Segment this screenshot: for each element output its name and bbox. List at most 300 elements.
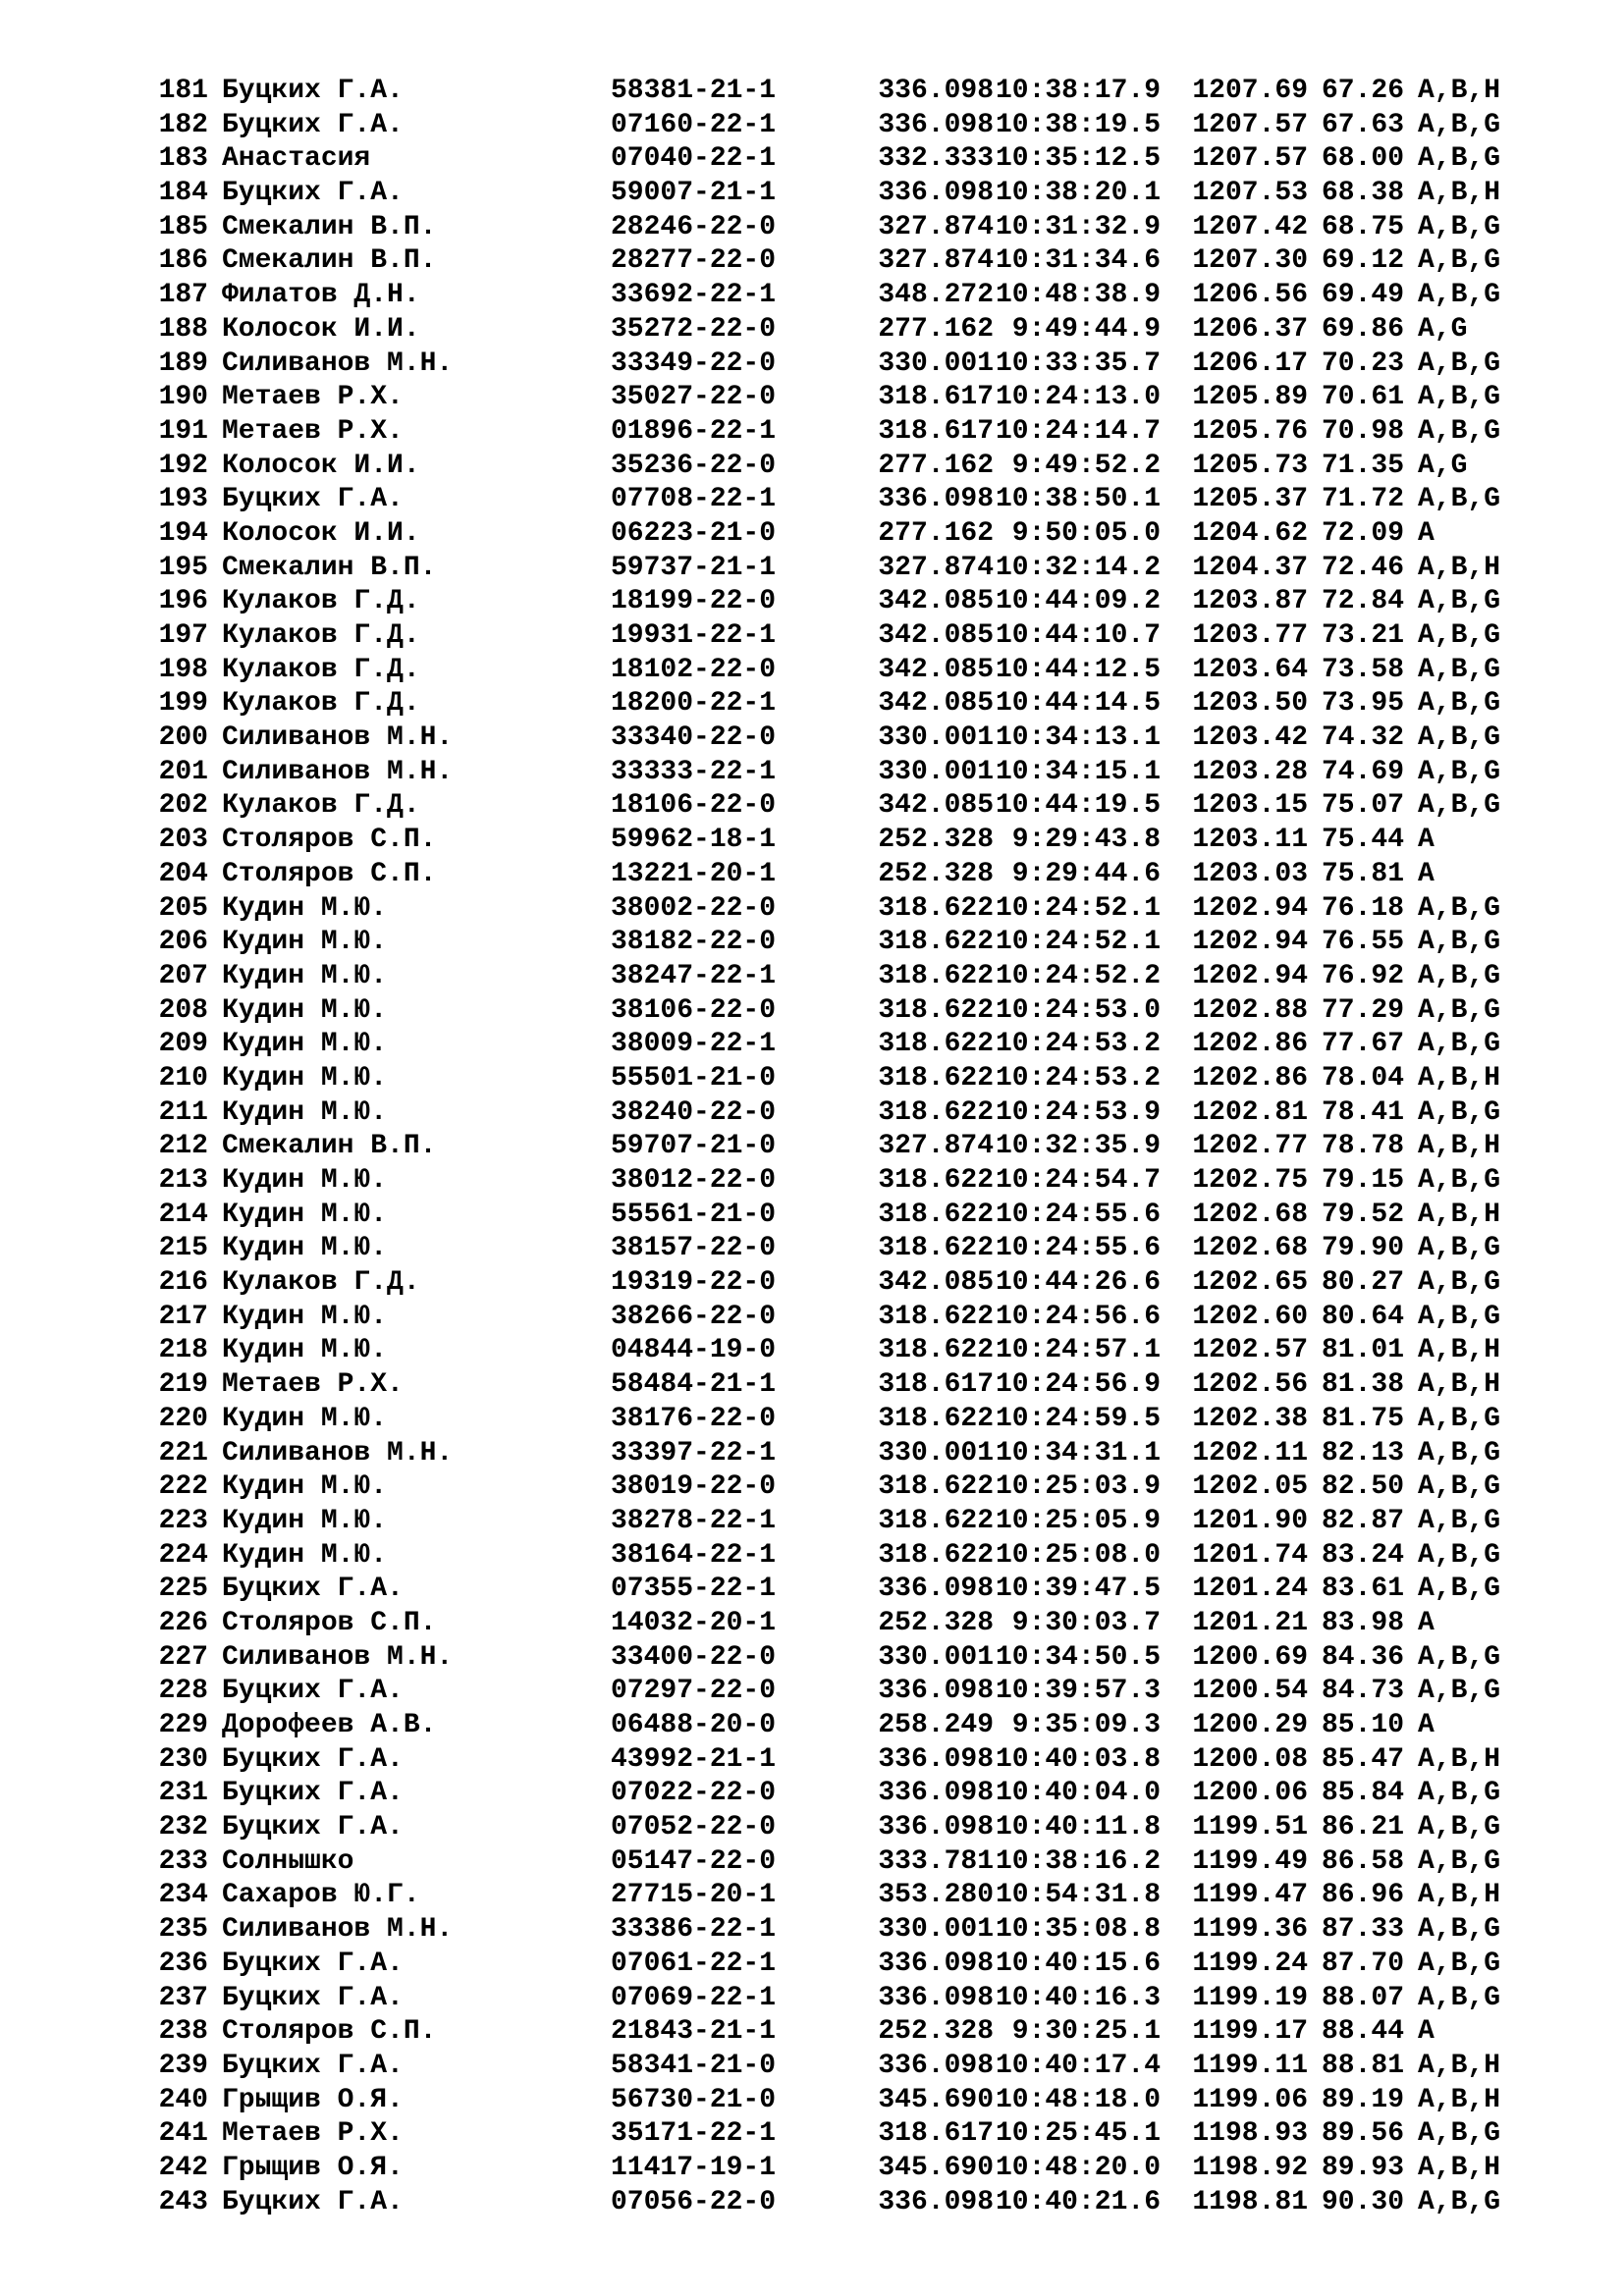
speed: 1201.74 bbox=[1192, 1539, 1308, 1571]
place: 194 bbox=[158, 517, 208, 549]
distance: 277.162 bbox=[878, 450, 994, 481]
coefficient: 90.30 bbox=[1321, 2186, 1404, 2217]
place: 184 bbox=[158, 178, 208, 209]
coefficient: 85.47 bbox=[1321, 1743, 1404, 1775]
coefficient: 67.26 bbox=[1321, 76, 1404, 106]
place: 201 bbox=[158, 756, 208, 787]
result-row bbox=[143, 1437, 1500, 1471]
arrival-time: 10:44:14.5 bbox=[995, 688, 1161, 720]
ring-number: 33692-22-1 bbox=[611, 280, 777, 311]
place: 190 bbox=[158, 382, 208, 413]
coefficient: 70.98 bbox=[1321, 415, 1404, 447]
coefficient: 83.24 bbox=[1321, 1539, 1404, 1571]
fancier-name: Буцких Г.А. bbox=[222, 2186, 404, 2217]
coefficient: 87.70 bbox=[1321, 1948, 1404, 1979]
arrival-time: 10:25:08.0 bbox=[995, 1539, 1161, 1571]
place: 205 bbox=[158, 892, 208, 924]
speed: 1203.50 bbox=[1192, 688, 1308, 720]
distance: 342.085 bbox=[878, 1267, 994, 1299]
fancier-name: Буцких Г.А. bbox=[222, 1812, 404, 1843]
place: 236 bbox=[158, 1948, 208, 1979]
fancier-name: Столяров С.П. bbox=[222, 2016, 437, 2048]
fancier-name: Буцких Г.А. bbox=[222, 1982, 404, 2013]
ring-number: 38278-22-1 bbox=[611, 1505, 777, 1536]
arrival-time: 10:34:15.1 bbox=[995, 756, 1161, 787]
fancier-name: Столяров С.П. bbox=[222, 1607, 437, 1638]
fancier-name: Силиванов М.Н. bbox=[222, 347, 454, 379]
distance: 318.617 bbox=[878, 2118, 994, 2150]
arrival-time: 10:48:38.9 bbox=[995, 280, 1161, 311]
coefficient: 88.81 bbox=[1321, 2050, 1404, 2081]
place: 187 bbox=[158, 280, 208, 311]
fancier-name: Кудин М.Ю. bbox=[222, 1165, 388, 1196]
coefficient: 73.95 bbox=[1321, 688, 1404, 720]
distance: 252.328 bbox=[878, 2016, 994, 2048]
fancier-name: Буцких Г.А. bbox=[222, 178, 404, 209]
arrival-time: 10:24:13.0 bbox=[995, 382, 1161, 413]
speed: 1203.87 bbox=[1192, 586, 1308, 617]
result-row bbox=[143, 244, 1500, 279]
ring-number: 38019-22-0 bbox=[611, 1471, 777, 1503]
speed: 1201.90 bbox=[1192, 1505, 1308, 1536]
distance: 318.622 bbox=[878, 1062, 994, 1094]
classes: A,B,G bbox=[1418, 1914, 1501, 1946]
place: 213 bbox=[158, 1165, 208, 1196]
fancier-name: Силиванов М.Н. bbox=[222, 1437, 454, 1468]
place: 234 bbox=[158, 1880, 208, 1911]
fancier-name: Буцких Г.А. bbox=[222, 109, 404, 140]
result-row bbox=[143, 1232, 1500, 1266]
arrival-time: 10:25:45.1 bbox=[995, 2118, 1161, 2150]
arrival-time: 10:32:35.9 bbox=[995, 1131, 1161, 1162]
result-row bbox=[143, 1062, 1500, 1096]
arrival-time: 9:30:25.1 bbox=[1011, 2016, 1161, 2048]
arrival-time: 10:38:16.2 bbox=[995, 1845, 1161, 1877]
ring-number: 33400-22-0 bbox=[611, 1641, 777, 1673]
coefficient: 69.12 bbox=[1321, 245, 1404, 277]
place: 202 bbox=[158, 790, 208, 822]
ring-number: 13221-20-1 bbox=[611, 858, 777, 889]
coefficient: 89.19 bbox=[1321, 2084, 1404, 2115]
distance: 336.098 bbox=[878, 2186, 994, 2217]
result-row bbox=[143, 1845, 1500, 1880]
fancier-name: Буцких Г.А. bbox=[222, 1676, 404, 1707]
speed: 1202.38 bbox=[1192, 1403, 1308, 1434]
classes: A,B,G bbox=[1418, 620, 1501, 651]
ring-number: 58341-21-0 bbox=[611, 2050, 777, 2081]
classes: A,G bbox=[1418, 313, 1468, 345]
place: 216 bbox=[158, 1267, 208, 1299]
fancier-name: Смекалин В.П. bbox=[222, 211, 437, 242]
place: 231 bbox=[158, 1778, 208, 1809]
fancier-name: Кудин М.Ю. bbox=[222, 1301, 388, 1332]
distance: 342.085 bbox=[878, 654, 994, 685]
speed: 1203.77 bbox=[1192, 620, 1308, 651]
speed: 1200.06 bbox=[1192, 1778, 1308, 1809]
coefficient: 69.49 bbox=[1321, 280, 1404, 311]
result-row bbox=[143, 1096, 1500, 1131]
place: 222 bbox=[158, 1471, 208, 1503]
arrival-time: 10:24:56.9 bbox=[995, 1369, 1161, 1401]
coefficient: 78.41 bbox=[1321, 1096, 1404, 1128]
speed: 1202.57 bbox=[1192, 1335, 1308, 1366]
results-list bbox=[143, 75, 1500, 2219]
place: 196 bbox=[158, 586, 208, 617]
fancier-name: Солнышко bbox=[222, 1845, 354, 1877]
fancier-name: Буцких Г.А. bbox=[222, 1574, 404, 1605]
place: 224 bbox=[158, 1539, 208, 1571]
fancier-name: Кудин М.Ю. bbox=[222, 1096, 388, 1128]
place: 221 bbox=[158, 1437, 208, 1468]
fancier-name: Смекалин В.П. bbox=[222, 552, 437, 583]
fancier-name: Колосок И.И. bbox=[222, 313, 420, 345]
distance: 327.874 bbox=[878, 211, 994, 242]
classes: A,B,H bbox=[1418, 1880, 1501, 1911]
arrival-time: 10:54:31.8 bbox=[995, 1880, 1161, 1911]
classes: A,B,H bbox=[1418, 76, 1501, 106]
speed: 1202.88 bbox=[1192, 994, 1308, 1026]
place: 206 bbox=[158, 927, 208, 958]
coefficient: 78.04 bbox=[1321, 1062, 1404, 1094]
ring-number: 07708-22-1 bbox=[611, 484, 777, 515]
ring-number: 38106-22-0 bbox=[611, 994, 777, 1026]
distance: 318.622 bbox=[878, 927, 994, 958]
place: 230 bbox=[158, 1743, 208, 1775]
speed: 1206.56 bbox=[1192, 280, 1308, 311]
place: 238 bbox=[158, 2016, 208, 2048]
fancier-name: Кулаков Г.Д. bbox=[222, 654, 420, 685]
classes: A,B,H bbox=[1418, 2084, 1501, 2115]
distance: 332.333 bbox=[878, 143, 994, 175]
arrival-time: 10:25:05.9 bbox=[995, 1505, 1161, 1536]
coefficient: 72.84 bbox=[1321, 586, 1404, 617]
arrival-time: 10:44:10.7 bbox=[995, 620, 1161, 651]
coefficient: 75.07 bbox=[1321, 790, 1404, 822]
distance: 252.328 bbox=[878, 858, 994, 889]
distance: 342.085 bbox=[878, 790, 994, 822]
speed: 1201.21 bbox=[1192, 1607, 1308, 1638]
result-row bbox=[143, 142, 1500, 177]
result-row bbox=[143, 2152, 1500, 2186]
ring-number: 59007-21-1 bbox=[611, 178, 777, 209]
coefficient: 70.61 bbox=[1321, 382, 1404, 413]
arrival-time: 10:38:19.5 bbox=[995, 109, 1161, 140]
ring-number: 38164-22-1 bbox=[611, 1539, 777, 1571]
speed: 1202.68 bbox=[1192, 1199, 1308, 1230]
classes: A,B,G bbox=[1418, 1471, 1501, 1503]
speed: 1205.76 bbox=[1192, 415, 1308, 447]
result-row bbox=[143, 2050, 1500, 2084]
fancier-name: Грыщив О.Я. bbox=[222, 2084, 404, 2115]
coefficient: 70.23 bbox=[1321, 347, 1404, 379]
speed: 1199.51 bbox=[1192, 1812, 1308, 1843]
fancier-name: Кудин М.Ю. bbox=[222, 1539, 388, 1571]
speed: 1202.94 bbox=[1192, 927, 1308, 958]
place: 235 bbox=[158, 1914, 208, 1946]
distance: 318.622 bbox=[878, 1403, 994, 1434]
distance: 318.622 bbox=[878, 1471, 994, 1503]
coefficient: 72.46 bbox=[1321, 552, 1404, 583]
result-row bbox=[143, 1743, 1500, 1778]
speed: 1205.73 bbox=[1192, 450, 1308, 481]
classes: A,B,G bbox=[1418, 756, 1501, 787]
coefficient: 77.29 bbox=[1321, 994, 1404, 1026]
distance: 345.690 bbox=[878, 2152, 994, 2183]
coefficient: 88.44 bbox=[1321, 2016, 1404, 2048]
classes: A,B,G bbox=[1418, 1301, 1501, 1332]
coefficient: 79.52 bbox=[1321, 1199, 1404, 1230]
result-row bbox=[143, 552, 1500, 586]
fancier-name: Столяров С.П. bbox=[222, 858, 437, 889]
classes: A bbox=[1418, 825, 1435, 856]
arrival-time: 10:24:55.6 bbox=[995, 1233, 1161, 1264]
fancier-name: Силиванов М.Н. bbox=[222, 1641, 454, 1673]
arrival-time: 10:38:50.1 bbox=[995, 484, 1161, 515]
arrival-time: 10:48:18.0 bbox=[995, 2084, 1161, 2115]
place: 188 bbox=[158, 313, 208, 345]
speed: 1204.62 bbox=[1192, 517, 1308, 549]
distance: 353.280 bbox=[878, 1880, 994, 1911]
arrival-time: 10:39:57.3 bbox=[995, 1676, 1161, 1707]
fancier-name: Анастасия bbox=[222, 143, 371, 175]
arrival-time: 10:44:09.2 bbox=[995, 586, 1161, 617]
ring-number: 06223-21-0 bbox=[611, 517, 777, 549]
ring-number: 11417-19-1 bbox=[611, 2152, 777, 2183]
arrival-time: 10:24:53.2 bbox=[995, 1062, 1161, 1094]
place: 208 bbox=[158, 994, 208, 1026]
classes: A,B,G bbox=[1418, 927, 1501, 958]
arrival-time: 10:40:17.4 bbox=[995, 2050, 1161, 2081]
arrival-time: 10:24:53.9 bbox=[995, 1096, 1161, 1128]
place: 199 bbox=[158, 688, 208, 720]
coefficient: 71.72 bbox=[1321, 484, 1404, 515]
result-row bbox=[143, 1130, 1500, 1164]
distance: 327.874 bbox=[878, 552, 994, 583]
place: 242 bbox=[158, 2152, 208, 2183]
coefficient: 67.63 bbox=[1321, 109, 1404, 140]
ring-number: 21843-21-1 bbox=[611, 2016, 777, 2048]
arrival-time: 10:34:13.1 bbox=[995, 722, 1161, 754]
arrival-time: 10:24:59.5 bbox=[995, 1403, 1161, 1434]
result-row bbox=[143, 1675, 1500, 1709]
arrival-time: 9:29:44.6 bbox=[1011, 858, 1161, 889]
result-row bbox=[143, 1505, 1500, 1539]
distance: 336.098 bbox=[878, 1778, 994, 1809]
distance: 330.001 bbox=[878, 1641, 994, 1673]
classes: A,B,H bbox=[1418, 1199, 1501, 1230]
ring-number: 33349-22-0 bbox=[611, 347, 777, 379]
fancier-name: Кудин М.Ю. bbox=[222, 1233, 388, 1264]
coefficient: 81.38 bbox=[1321, 1369, 1404, 1401]
ring-number: 07069-22-1 bbox=[611, 1982, 777, 2013]
ring-number: 01896-22-1 bbox=[611, 415, 777, 447]
place: 197 bbox=[158, 620, 208, 651]
fancier-name: Кулаков Г.Д. bbox=[222, 586, 420, 617]
result-row bbox=[143, 1948, 1500, 1982]
arrival-time: 10:40:15.6 bbox=[995, 1948, 1161, 1979]
fancier-name: Кудин М.Ю. bbox=[222, 960, 388, 991]
distance: 342.085 bbox=[878, 620, 994, 651]
coefficient: 71.35 bbox=[1321, 450, 1404, 481]
arrival-time: 10:31:34.6 bbox=[995, 245, 1161, 277]
ring-number: 27715-20-1 bbox=[611, 1880, 777, 1911]
result-row bbox=[143, 756, 1500, 790]
distance: 327.874 bbox=[878, 245, 994, 277]
coefficient: 82.87 bbox=[1321, 1505, 1404, 1536]
fancier-name: Кулаков Г.Д. bbox=[222, 1267, 420, 1299]
arrival-time: 10:24:56.6 bbox=[995, 1301, 1161, 1332]
ring-number: 28277-22-0 bbox=[611, 245, 777, 277]
arrival-time: 10:44:26.6 bbox=[995, 1267, 1161, 1299]
classes: A,B,G bbox=[1418, 1437, 1501, 1468]
classes: A,B,G bbox=[1418, 1165, 1501, 1196]
arrival-time: 10:44:12.5 bbox=[995, 654, 1161, 685]
speed: 1202.86 bbox=[1192, 1029, 1308, 1060]
fancier-name: Кудин М.Ю. bbox=[222, 1471, 388, 1503]
classes: A,B,G bbox=[1418, 1778, 1501, 1809]
classes: A,G bbox=[1418, 450, 1468, 481]
coefficient: 84.73 bbox=[1321, 1676, 1404, 1707]
arrival-time: 10:24:53.2 bbox=[995, 1029, 1161, 1060]
ring-number: 43992-21-1 bbox=[611, 1743, 777, 1775]
arrival-time: 10:24:52.1 bbox=[995, 927, 1161, 958]
speed: 1202.75 bbox=[1192, 1165, 1308, 1196]
fancier-name: Кудин М.Ю. bbox=[222, 994, 388, 1026]
fancier-name: Сахаров Ю.Г. bbox=[222, 1880, 420, 1911]
coefficient: 69.86 bbox=[1321, 313, 1404, 345]
ring-number: 07355-22-1 bbox=[611, 1574, 777, 1605]
place: 223 bbox=[158, 1505, 208, 1536]
classes: A,B,G bbox=[1418, 688, 1501, 720]
arrival-time: 9:35:09.3 bbox=[1011, 1710, 1161, 1740]
result-row bbox=[143, 1539, 1500, 1574]
distance: 336.098 bbox=[878, 2050, 994, 2081]
coefficient: 86.96 bbox=[1321, 1880, 1404, 1911]
distance: 336.098 bbox=[878, 1676, 994, 1707]
classes: A,B,G bbox=[1418, 1948, 1501, 1979]
result-row bbox=[143, 109, 1500, 143]
arrival-time: 10:24:54.7 bbox=[995, 1165, 1161, 1196]
distance: 318.622 bbox=[878, 994, 994, 1026]
coefficient: 68.00 bbox=[1321, 143, 1404, 175]
ring-number: 07040-22-1 bbox=[611, 143, 777, 175]
ring-number: 33386-22-1 bbox=[611, 1914, 777, 1946]
fancier-name: Буцких Г.А. bbox=[222, 1778, 404, 1809]
result-row bbox=[143, 1709, 1500, 1743]
result-row bbox=[143, 994, 1500, 1029]
result-row bbox=[143, 211, 1500, 245]
arrival-time: 10:40:21.6 bbox=[995, 2186, 1161, 2217]
coefficient: 78.78 bbox=[1321, 1131, 1404, 1162]
fancier-name: Силиванов М.Н. bbox=[222, 1914, 454, 1946]
result-row bbox=[143, 1641, 1500, 1676]
place: 181 bbox=[158, 76, 208, 106]
coefficient: 80.64 bbox=[1321, 1301, 1404, 1332]
place: 243 bbox=[158, 2186, 208, 2217]
speed: 1199.49 bbox=[1192, 1845, 1308, 1877]
place: 198 bbox=[158, 654, 208, 685]
fancier-name: Дорофеев А.В. bbox=[222, 1710, 437, 1740]
arrival-time: 10:40:11.8 bbox=[995, 1812, 1161, 1843]
classes: A,B,G bbox=[1418, 1233, 1501, 1264]
place: 227 bbox=[158, 1641, 208, 1673]
result-row bbox=[143, 789, 1500, 824]
ring-number: 06488-20-0 bbox=[611, 1710, 777, 1740]
arrival-time: 10:40:16.3 bbox=[995, 1982, 1161, 2013]
coefficient: 89.56 bbox=[1321, 2118, 1404, 2150]
speed: 1202.11 bbox=[1192, 1437, 1308, 1468]
result-row bbox=[143, 2084, 1500, 2118]
classes: A,B,G bbox=[1418, 1403, 1501, 1434]
fancier-name: Буцких Г.А. bbox=[222, 2050, 404, 2081]
ring-number: 07061-22-1 bbox=[611, 1948, 777, 1979]
result-row bbox=[143, 824, 1500, 858]
place: 239 bbox=[158, 2050, 208, 2081]
coefficient: 85.84 bbox=[1321, 1778, 1404, 1809]
coefficient: 84.36 bbox=[1321, 1641, 1404, 1673]
result-row bbox=[143, 1573, 1500, 1607]
classes: A,B,G bbox=[1418, 1676, 1501, 1707]
result-row bbox=[143, 687, 1500, 721]
arrival-time: 10:31:32.9 bbox=[995, 211, 1161, 242]
place: 200 bbox=[158, 722, 208, 754]
speed: 1202.81 bbox=[1192, 1096, 1308, 1128]
coefficient: 82.13 bbox=[1321, 1437, 1404, 1468]
speed: 1205.89 bbox=[1192, 382, 1308, 413]
arrival-time: 10:40:03.8 bbox=[995, 1743, 1161, 1775]
result-row bbox=[143, 347, 1500, 382]
arrival-time: 10:34:31.1 bbox=[995, 1437, 1161, 1468]
ring-number: 56730-21-0 bbox=[611, 2084, 777, 2115]
speed: 1202.56 bbox=[1192, 1369, 1308, 1401]
ring-number: 38182-22-0 bbox=[611, 927, 777, 958]
arrival-time: 10:34:50.5 bbox=[995, 1641, 1161, 1673]
arrival-time: 10:39:47.5 bbox=[995, 1574, 1161, 1605]
ring-number: 07052-22-0 bbox=[611, 1812, 777, 1843]
fancier-name: Смекалин В.П. bbox=[222, 245, 437, 277]
arrival-time: 10:44:19.5 bbox=[995, 790, 1161, 822]
coefficient: 68.38 bbox=[1321, 178, 1404, 209]
classes: A,B,G bbox=[1418, 994, 1501, 1026]
classes: A,B,G bbox=[1418, 2186, 1501, 2217]
speed: 1205.37 bbox=[1192, 484, 1308, 515]
distance: 252.328 bbox=[878, 825, 994, 856]
classes: A,B,G bbox=[1418, 382, 1501, 413]
speed: 1201.24 bbox=[1192, 1574, 1308, 1605]
classes: A,B,H bbox=[1418, 178, 1501, 209]
place: 218 bbox=[158, 1335, 208, 1366]
arrival-time: 9:49:44.9 bbox=[1011, 313, 1161, 345]
speed: 1202.05 bbox=[1192, 1471, 1308, 1503]
speed: 1207.30 bbox=[1192, 245, 1308, 277]
result-row bbox=[143, 177, 1500, 211]
distance: 336.098 bbox=[878, 484, 994, 515]
arrival-time: 10:38:17.9 bbox=[995, 76, 1161, 106]
result-row bbox=[143, 858, 1500, 892]
speed: 1198.81 bbox=[1192, 2186, 1308, 2217]
place: 215 bbox=[158, 1233, 208, 1264]
fancier-name: Кулаков Г.Д. bbox=[222, 688, 420, 720]
fancier-name: Колосок И.И. bbox=[222, 517, 420, 549]
speed: 1200.08 bbox=[1192, 1743, 1308, 1775]
ring-number: 04844-19-0 bbox=[611, 1335, 777, 1366]
classes: A,B,G bbox=[1418, 1029, 1501, 1060]
arrival-time: 10:24:53.0 bbox=[995, 994, 1161, 1026]
place: 210 bbox=[158, 1062, 208, 1094]
fancier-name: Смекалин В.П. bbox=[222, 1131, 437, 1162]
result-row bbox=[143, 1334, 1500, 1368]
ring-number: 59737-21-1 bbox=[611, 552, 777, 583]
